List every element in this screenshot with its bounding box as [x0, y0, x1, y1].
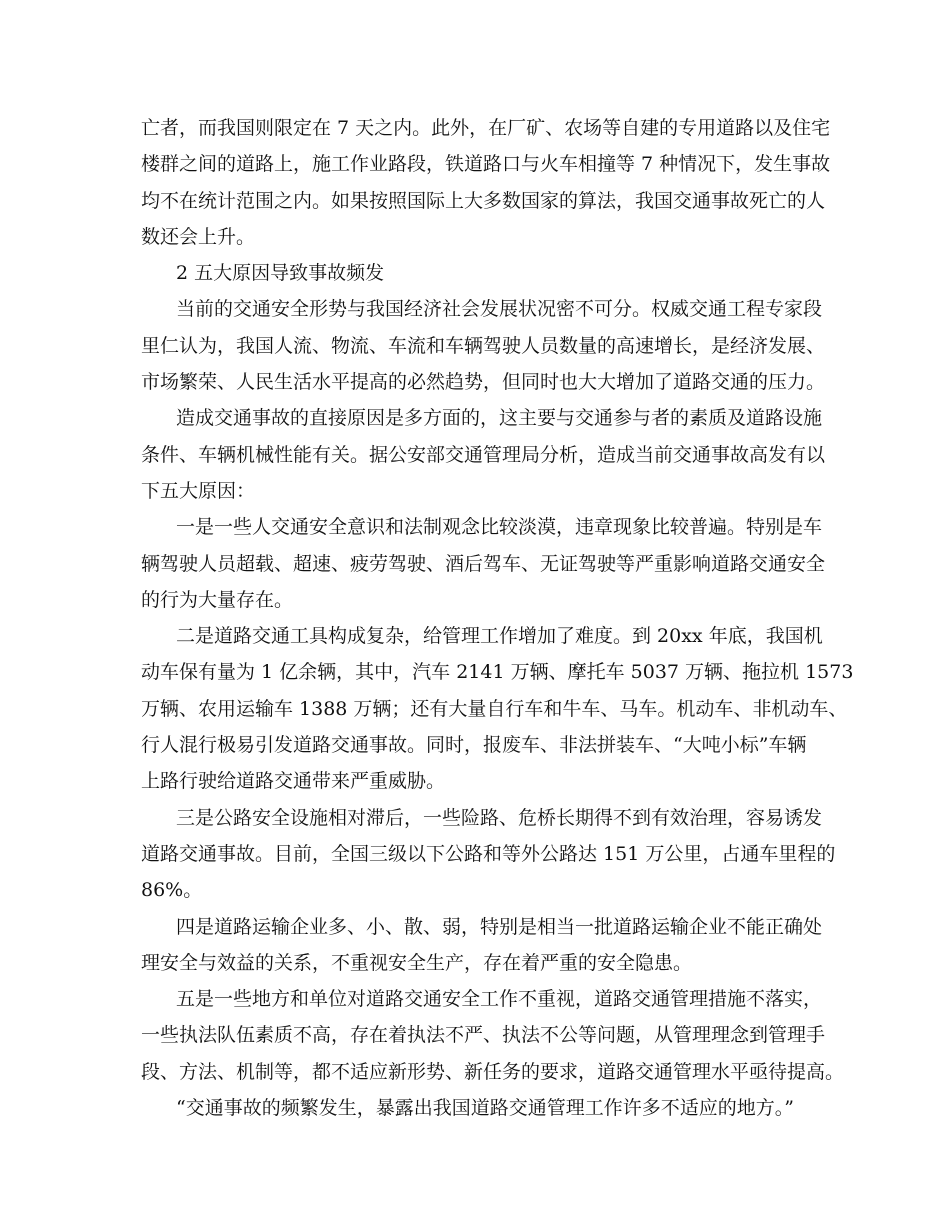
- text-line: 亡者，而我国则限定在 7 天之内。此外，在厂矿、农场等自建的专用道路以及住宅: [141, 117, 831, 139]
- text-line: 段、方法、机制等，都不适应新形势、新任务的要求，道路交通管理水平亟待提高。: [141, 1060, 845, 1083]
- text-line: 的行为大量存在。: [141, 588, 294, 611]
- document-body: [141, 110, 854, 1126]
- text-line: 一是一些人交通安全意识和法制观念比较淡漠，违章现象比较普遍。特别是车: [176, 516, 823, 539]
- section-heading: 2 五大原因导致事故频发: [176, 262, 385, 285]
- text-line: 万辆、农用运输车 1388 万辆；还有大量自行车和牛车、马车。机动车、非机动车、: [141, 697, 848, 720]
- text-line: 辆驾驶人员超载、超速、疲劳驾驶、酒后驾车、无证驾驶等严重影响道路交通安全: [141, 552, 826, 575]
- text-line: 四是道路运输企业多、小、散、弱，特别是相当一批道路运输企业不能正确处: [176, 915, 823, 938]
- text-line: 86%。: [141, 879, 203, 902]
- text-line: 造成交通事故的直接原因是多方面的，这主要与交通参与者的素质及道路设施: [176, 407, 823, 430]
- text-line: 条件、车辆机械性能有关。据公安部交通管理局分析，造成当前交通事故高发有以: [141, 443, 826, 466]
- text-line: 动车保有量为 1 亿余辆，其中，汽车 2141 万辆、摩托车 5037 万辆、拖拉机 1573: [141, 661, 854, 684]
- text-line: 均不在统计范围之内。如果按照国际上大多数国家的算法，我国交通事故死亡的人: [141, 189, 826, 212]
- text-line: 里仁认为，我国人流、物流、车流和车辆驾驶人员数量的高速增长，是经济发展、: [141, 334, 826, 357]
- text-line: “交通事故的频繁发生，暴露出我国道路交通管理工作许多不适应的地方。”: [176, 1097, 794, 1120]
- text-line: 二是道路交通工具构成复杂，给管理工作增加了难度。到 20xx 年底，我国机: [176, 625, 823, 648]
- text-line: 道路交通事故。目前，全国三级以下公路和等外公路达 151 万公里，占通车里程的: [141, 842, 836, 865]
- text-line: 上路行驶给道路交通带来严重威胁。: [141, 770, 446, 793]
- text-line: 市场繁荣、人民生活水平提高的必然趋势，但同时也大大增加了道路交通的压力。: [141, 371, 826, 394]
- text-line: 当前的交通安全形势与我国经济社会发展状况密不可分。权威交通工程专家段: [176, 298, 823, 321]
- text-line: 一些执法队伍素质不高，存在着执法不严、执法不公等问题，从管理理念到管理手: [141, 1024, 826, 1047]
- text-line: 楼群之间的道路上，施工作业路段，铁道路口与火车相撞等 7 种情况下，发生事故: [141, 153, 831, 176]
- text-line: 下五大原因：: [141, 479, 256, 502]
- text-line: 三是公路安全设施相对滞后，一些险路、危桥长期得不到有效治理，容易诱发: [176, 806, 823, 829]
- text-line: 数还会上升。: [141, 225, 256, 248]
- text-line: 五是一些地方和单位对道路交通安全工作不重视，道路交通管理措施不落实，: [176, 988, 823, 1011]
- text-line: 行人混行极易引发道路交通事故。同时，报废车、非法拼装车、“大吨小标”车辆: [141, 734, 807, 757]
- text-line: 理安全与效益的关系，不重视安全生产，存在着严重的安全隐患。: [141, 951, 693, 974]
